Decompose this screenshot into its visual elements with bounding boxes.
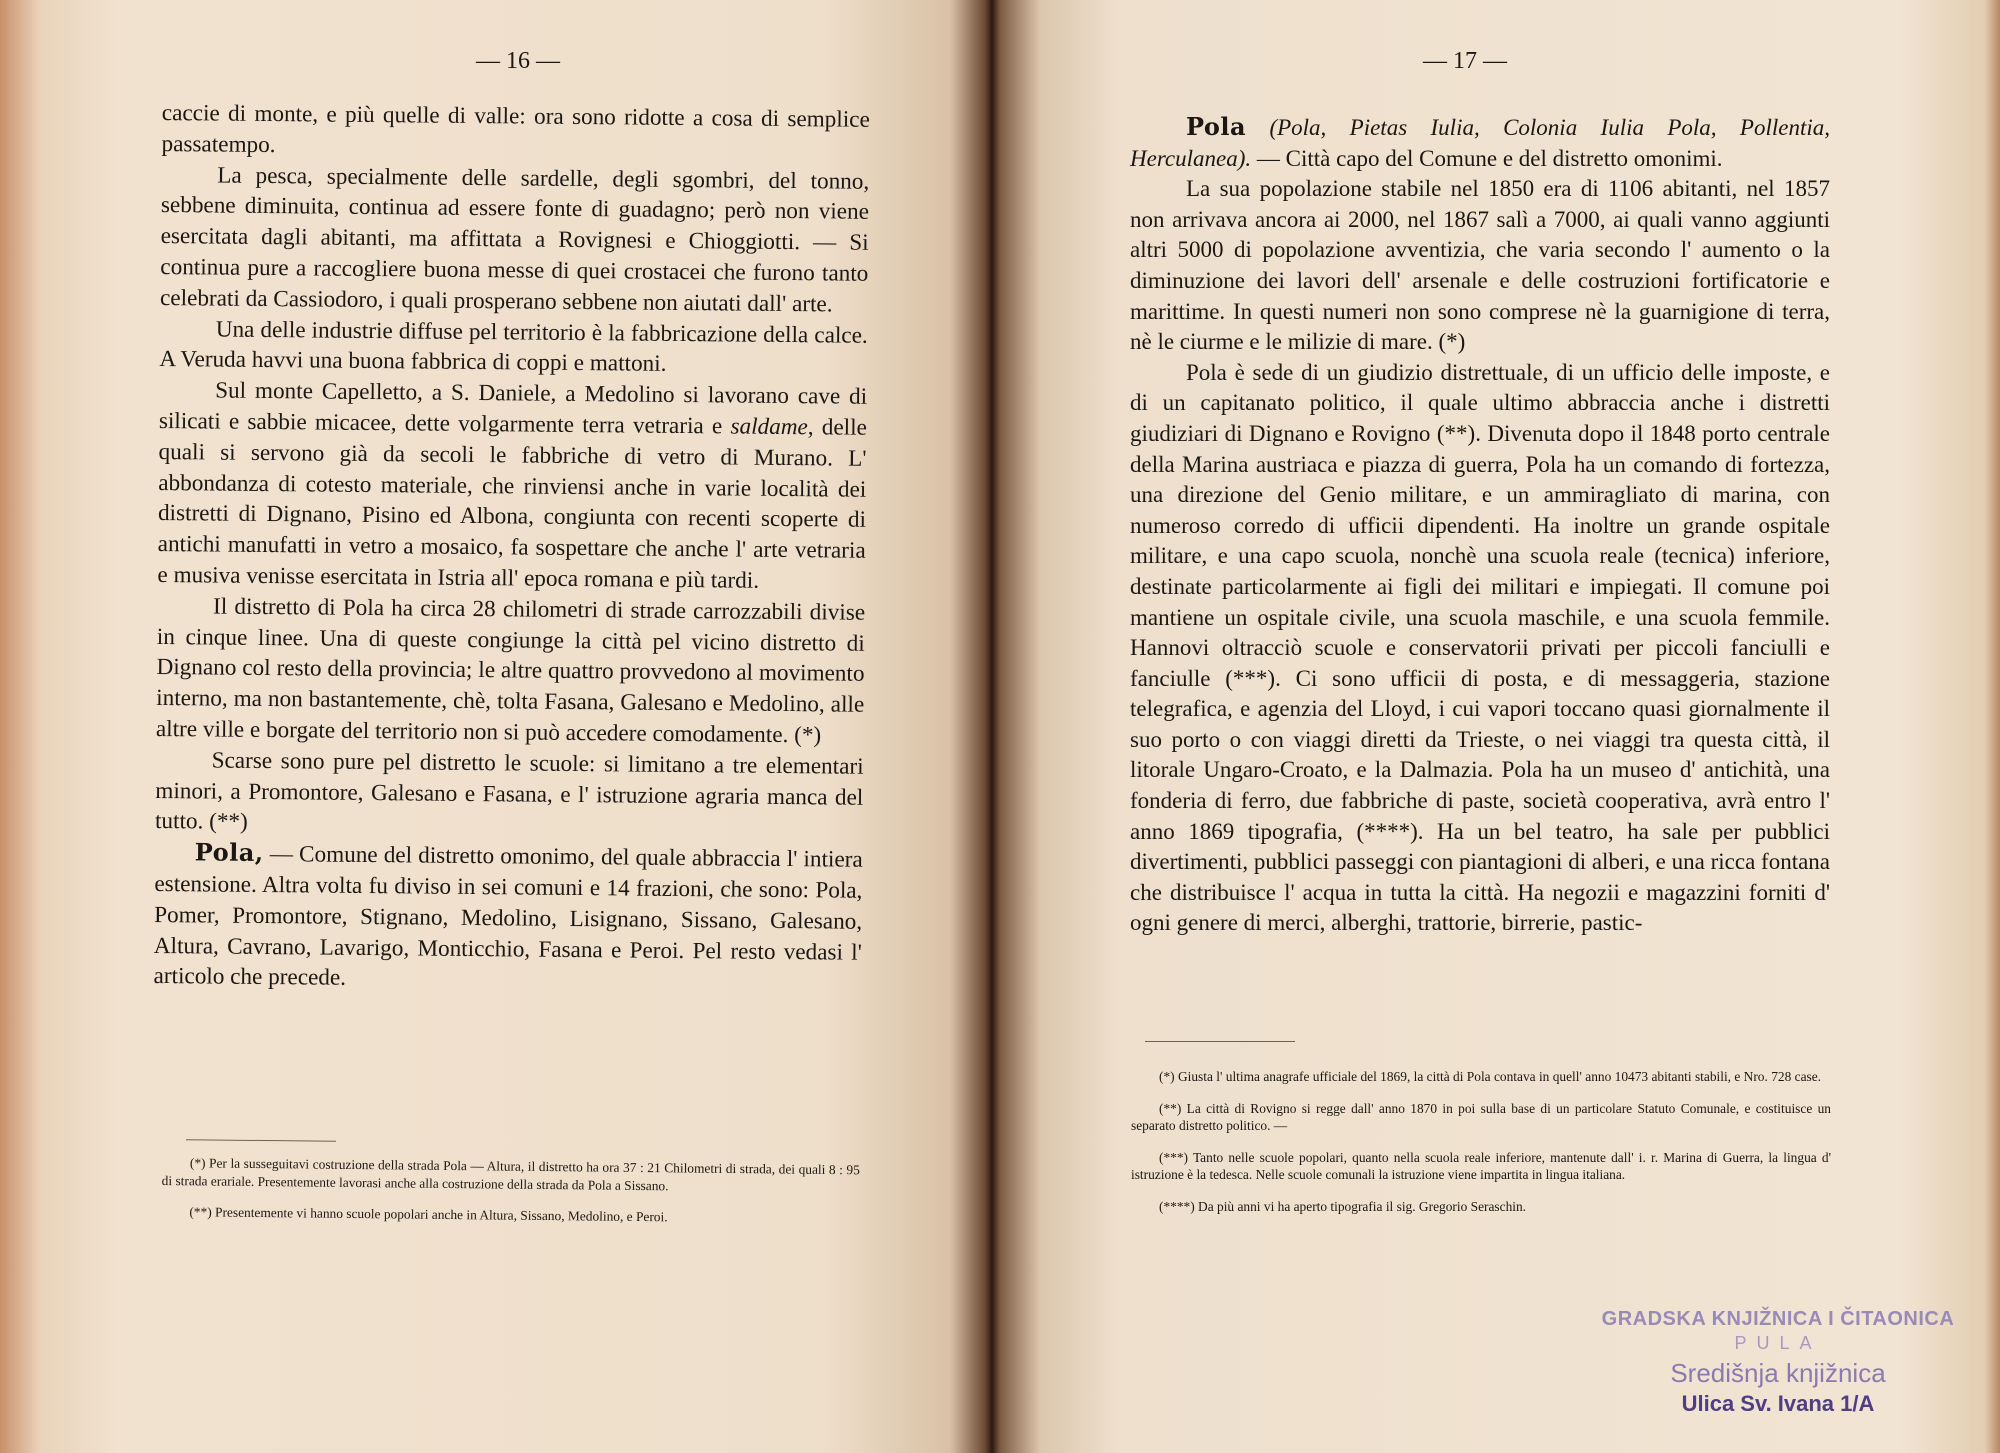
right-page: [995, 0, 2000, 1453]
library-stamp: [1598, 1308, 1958, 1438]
entry-text: — Città capo del Comune e del distretto omonimi.: [1251, 145, 1723, 171]
page-number: — 16 —: [476, 48, 560, 74]
footnote: (****) Da più anni vi ha aperto tipografia il sig. Gregorio Seraschin.: [1159, 1198, 1527, 1214]
entry-heading: Pola: [1186, 112, 1247, 141]
left-page: [0, 0, 985, 1453]
right-page-body: [1130, 112, 1830, 939]
footnote: (*) Giusta l' ultima anagrafe ufficiale del 1869, la città di Pola contava in quell' anno 10473 abitanti stabili, e Nro. 728 case.: [1159, 1069, 1822, 1084]
footnote: (*) Per la susseguitavi costruzione della strada Pola — Altura, il distretto ha ora 37 : 21 Chilometri di strada, dei quali 8 : 95 di strada erariale. Presentemente lavorasi anche alla costruzione della strada da Pola a Sissano.: [161, 1155, 860, 1193]
paragraph: La sua popolazione stabile nel 1850 era di 1106 abitanti, nel 1857 non arrivava ancora ai 2000, nel 1867 salì a 7000, ai quali vanno aggiunti altri 5000 di popolazione avventizia, che varia secondo l' aumento o la diminuzione dei lavori dell' arsenale e delle costruzioni fortificatorie e marittime. In questi numeri non sono comprese nè la guarnigione di terra, nè le ciurme e le milizie di mare. (*): [1130, 176, 1830, 355]
entry-heading: Pola,: [194, 837, 264, 868]
entry-alt-names: (Pola, Pietas Iulia, Colonia Iulia Pola, Pollentia, Herculanea).: [1130, 115, 1830, 171]
paragraph: Pola è sede di un giudizio distrettuale, di un ufficio delle imposte, e di un capitanato politico, il quale ultimo abbraccia anche i distretti giudiziari di Dignano e Rovigno (**). Divenuta dopo il 1848 porto centrale della Marina austriaca e piazza di guerra, Pola ha un comando di fortezza, una direzione del Genio militare, e un ammiragliato di marina, con numeroso corredo di ufficii dipendenti. Ha inoltre un grande ospitale militare, e una capo scuola, nonchè una scuola reale (tecnica) inferiore, destinate particolarmente ai figli dei militari e impiegati. Il comune poi mantiene un ospitale civile, una scuola maschile, e una scuola femmile. Hannovi oltracciò scuole e conservatorii privati per piccoli fanciulli e fanciulle (***). Ci sono ufficii di posta, e di messaggeria, stazione telegrafica, e agenzia del Lloyd, i cui vapori toccano quasi giornalmente il suo porto o con viaggi diretti da Trieste, o nei viaggi tra questa città, il litorale Ungaro-Croato, e la Dalmazia. Pola ha un museo d' antichità, una fonderia di ferro, due fabbriche di paste, società cooperativa, avrà entro l' anno 1869 tipografia, (****). Ha un bel teatro, ha sale per pubblici divertimenti, pubblici passeggi con piantagioni di alberi, e una ricca fontana che distribuisce l' acqua in tutta la città. Ha negozii e magazzini forniti d' ogni genere di merci, alberghi, trattorie, birrerie, pastic-: [1130, 359, 1830, 936]
footnote: (***) Tanto nelle scuole popolari, quanto nella scuola reale inferiore, mantenute dall' i. r. Marina di Guerra, la lingua d' istruzione è la tedesca. Nelle scuole comunali la istruzione viene impartita in lingua italiana.: [1131, 1149, 1831, 1182]
entry-pola-comune: [153, 837, 862, 999]
paragraph: Scarse sono pure pel distretto le scuole: si limitano a tre elementari minori, a Promontore, Galesano e Fasana, e l' istruzione agraria manca del tutto. (**): [154, 747, 864, 836]
stamp-line: GRADSKA KNJIŽNICA I ČITAONICA: [1601, 1308, 1955, 1330]
italic-term: saldame: [730, 413, 808, 441]
footnote: (**) Presentemente vi hanno scuole popolari anche in Altura, Sissano, Medolino, e Peroi.: [189, 1204, 668, 1225]
left-page-body: [153, 98, 870, 999]
footnote: (**) La città di Rovigno si regge dall' anno 1870 in poi sulla base di un particolare Statuto Comunale, e costituisce un separato distretto politico. —: [1131, 1100, 1831, 1133]
entry-text: — Comune del distretto omonimo, del quale abbraccia l' intiera estensione. Altra volta fu diviso in sei comuni e 14 frazioni, che sono: Pola, Pomer, Promontore, Stignano, Medolino, Lisignano, Sissano, Galesano, Altura, Cavrano, Lavarigo, Monticchio, Fasana e Peroi. Pel resto vedasi l' articolo che precede.: [153, 841, 863, 992]
paragraph: caccie di monte, e più quelle di valle: ora sono ridotte a cosa di semplice passatempo.: [161, 99, 870, 158]
footnotes: [161, 1154, 860, 1242]
paragraph: Il distretto di Pola ha circa 28 chilometri di strade carrozzabili divise in cinque linee. Una di queste congiunge la città pel vicino distretto di Dignano col resto della provincia; le altre quattro provvedono al movimento interno, ma non bastantemente, chè, tolta Fasana, Galesano e Medolino, alle altre ville e borgate del territorio non si può accedere comodamente. (*): [155, 593, 866, 749]
stamp-line: Središnja knjižnica: [1670, 1358, 1886, 1388]
footnote-divider: [1145, 1041, 1295, 1042]
paragraph: La pesca, specialmente delle sardelle, degli sgombri, del tonno, sebbene diminuita, continua ad essere fonte di guadagno; però non viene esercitata dagli abitanti, ma affittata a Rovignesi e Chioggiotti. — Si continua pure a raccogliere buona messe di quei crostacei che furono tanto celebrati da Cassiodoro, i quali prosperano sebbene non aiutati dall' arte.: [159, 162, 870, 318]
stamp-line: PULA: [1734, 1333, 1822, 1353]
paragraph: Una delle industrie diffuse pel territorio è la fabbricazione della calce. A Veruda havvi una buona fabbrica di coppi e mattoni.: [159, 316, 868, 378]
page-number: — 17 —: [1423, 48, 1507, 74]
footnotes: [1131, 1068, 1831, 1229]
paragraph-text: Sul monte Capelletto, a S. Daniele, a Medolino si lavorano cave di silicati e sabbie micacee, dette volgarmente terra vetraria e: [158, 377, 868, 440]
footnote-divider: [186, 1139, 336, 1141]
paragraph-text: , delle quali si servono già da secoli le fabbriche di vetro di Murano. L' abbondanza di cotesto materiale, che rinviensi anche in varie località dei distretti di Dignano, Pisino ed Albona, congiunta con recenti scoperte di antichi manufatti in vetro a mosaico, fa sospettare che anche l' arte vetraria e musiva venisse esercitata in Istria all' epoca romana e più tardi.: [157, 414, 868, 594]
stamp-line: Ulica Sv. Ivana 1/A: [1681, 1391, 1875, 1416]
paragraph: [157, 375, 867, 597]
entry-pola-citta: [1130, 112, 1830, 174]
